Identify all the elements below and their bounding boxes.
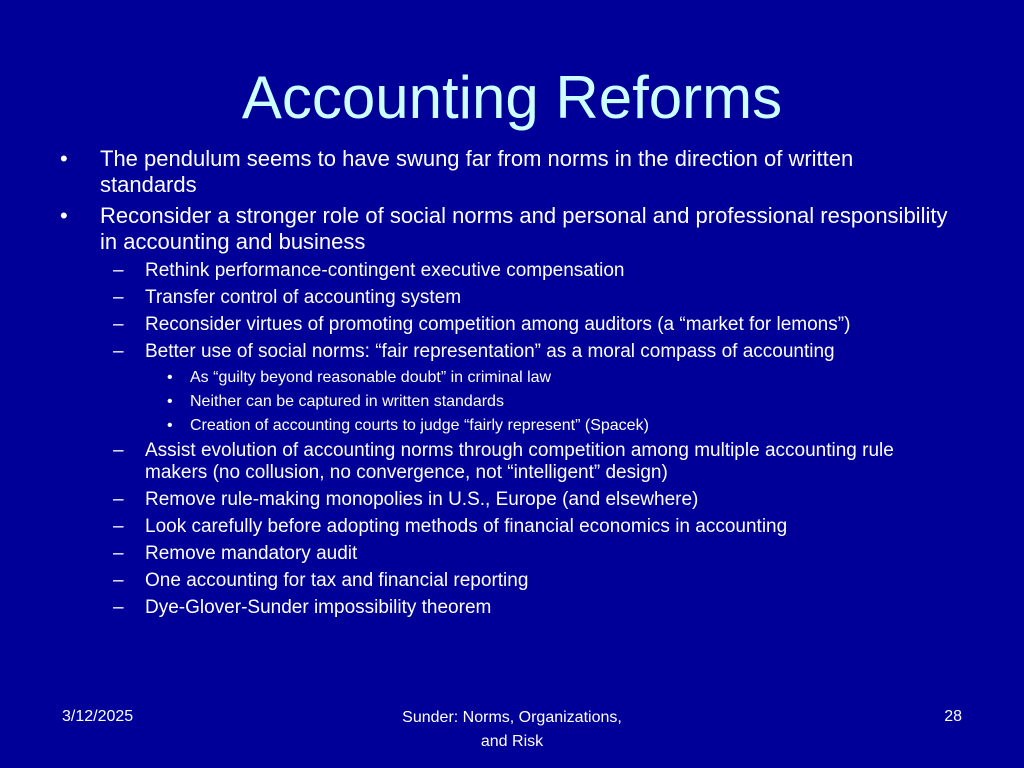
subbullet-text: Transfer control of accounting system [145, 287, 462, 308]
subbullet-item [55, 543, 955, 565]
bullet-text: Reconsider a stronger role of social norms and personal and professional responsibility in accounting and business [100, 203, 948, 254]
page-number: 28 [944, 708, 962, 725]
footer-date: 3/12/2025 [62, 708, 134, 725]
subbullet-text: Look carefully before adopting methods of financial economics in accounting [145, 516, 788, 537]
subsubbullet-marker: • [167, 417, 173, 434]
subbullet-text: Reconsider virtues of promoting competition among auditors (a “market for lemons”) [145, 314, 851, 335]
slide-title: Accounting Reforms [241, 64, 783, 131]
subbullet-marker: – [113, 440, 124, 461]
subbullet-text: Assist evolution of accounting norms through competition among multiple accounting rule makers (no collusion, no convergence, not “intelligent” design) [145, 440, 894, 483]
subbullet-marker: – [113, 597, 124, 618]
footer-title-line: Sunder: Norms, Organizations, [402, 709, 622, 726]
subbullet-item [55, 287, 955, 309]
subbullet-marker: – [113, 570, 124, 591]
subsubbullet-text: As “guilty beyond reasonable doubt” in criminal law [190, 369, 552, 386]
subsubbullet-marker: • [167, 369, 173, 386]
subbullet-marker: – [113, 260, 124, 281]
subbullet-item [55, 516, 955, 538]
subbullet-marker: – [113, 543, 124, 564]
subbullet-text: Dye-Glover-Sunder impossibility theorem [145, 597, 492, 618]
subbullet-text: One accounting for tax and financial reporting [145, 570, 529, 591]
subbullet-item [55, 341, 955, 363]
subbullet-marker: – [113, 341, 124, 362]
bullet-text: The pendulum seems to have swung far from norms in the direction of written standards [100, 146, 854, 197]
bullet-item [55, 203, 955, 255]
slide-body [55, 146, 955, 624]
subsubbullet-text: Neither can be captured in written standards [190, 393, 504, 410]
subbullet-item [55, 440, 955, 484]
footer-title-line: and Risk [480, 733, 544, 750]
subbullet-text: Remove rule-making monopolies in U.S., Europe (and elsewhere) [145, 489, 699, 510]
subbullet-item [55, 489, 955, 511]
subbullet-marker: – [113, 287, 124, 308]
subsubbullet-item [55, 368, 955, 388]
subbullet-item [55, 570, 955, 592]
subbullet-text: Rethink performance-contingent executive compensation [145, 260, 625, 281]
subbullet-item [55, 597, 955, 619]
bullet-marker: • [60, 203, 68, 228]
subsubbullet-marker: • [167, 393, 173, 410]
bullet-item [55, 146, 955, 198]
bullet-marker: • [60, 146, 68, 171]
subbullet-marker: – [113, 516, 124, 537]
subbullet-marker: – [113, 489, 124, 510]
subsubbullet-item [55, 416, 955, 436]
subbullet-marker: – [113, 314, 124, 335]
footer-title [362, 706, 662, 754]
subsubbullet-item [55, 392, 955, 412]
subbullet-item [55, 260, 955, 282]
subbullet-item [55, 314, 955, 336]
subsubbullet-text: Creation of accounting courts to judge “fairly represent” (Spacek) [190, 417, 649, 434]
subbullet-text: Better use of social norms: “fair representation” as a moral compass of accounting [145, 341, 835, 362]
subbullet-text: Remove mandatory audit [145, 543, 358, 564]
